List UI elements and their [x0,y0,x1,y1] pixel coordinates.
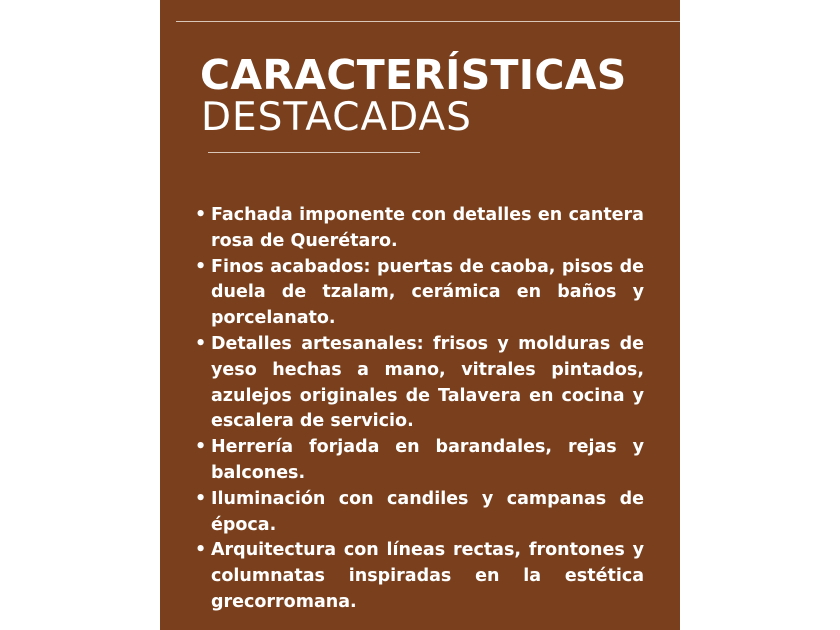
top-divider [176,21,680,22]
list-item-text: Fachada imponente con detalles en cantera rosa de Querétaro. [211,205,644,251]
features-list [190,203,644,616]
list-item [190,435,644,487]
list-item [190,487,644,539]
list-item [190,538,644,615]
heading-title: CARACTERÍSTICAS [200,51,627,99]
bullet-icon: • [195,256,207,277]
list-item [190,255,644,332]
bullet-icon: • [195,333,207,354]
list-item-text: Finos acabados: puertas de caoba, pisos de duela de tzalam, cerámica en baños y porcelanato. [211,256,644,329]
list-item-text: Iluminación con candiles y campanas de época. [211,488,644,535]
bullet-icon: • [195,205,207,225]
list-item-text: Detalles artesanales: frisos y molduras de yeso hechas a mano, vitrales pintados, azulejos originales de Talavera en cocina y escalera de servicio. [211,333,644,432]
list-item [190,332,644,435]
heading-divider [208,152,420,153]
feature-panel [160,0,680,630]
list-item [190,203,644,255]
bullet-icon: • [195,437,207,458]
bullet-icon: • [195,540,207,561]
list-item-text: Herrería forjada en barandales, rejas y balcones. [211,437,644,483]
heading-subtitle: DESTACADAS [201,95,472,140]
list-item-text: Arquitectura con líneas rectas, frontones y columnatas inspiradas en la estética grecorromana. [211,540,644,612]
bullet-icon: • [195,488,207,509]
